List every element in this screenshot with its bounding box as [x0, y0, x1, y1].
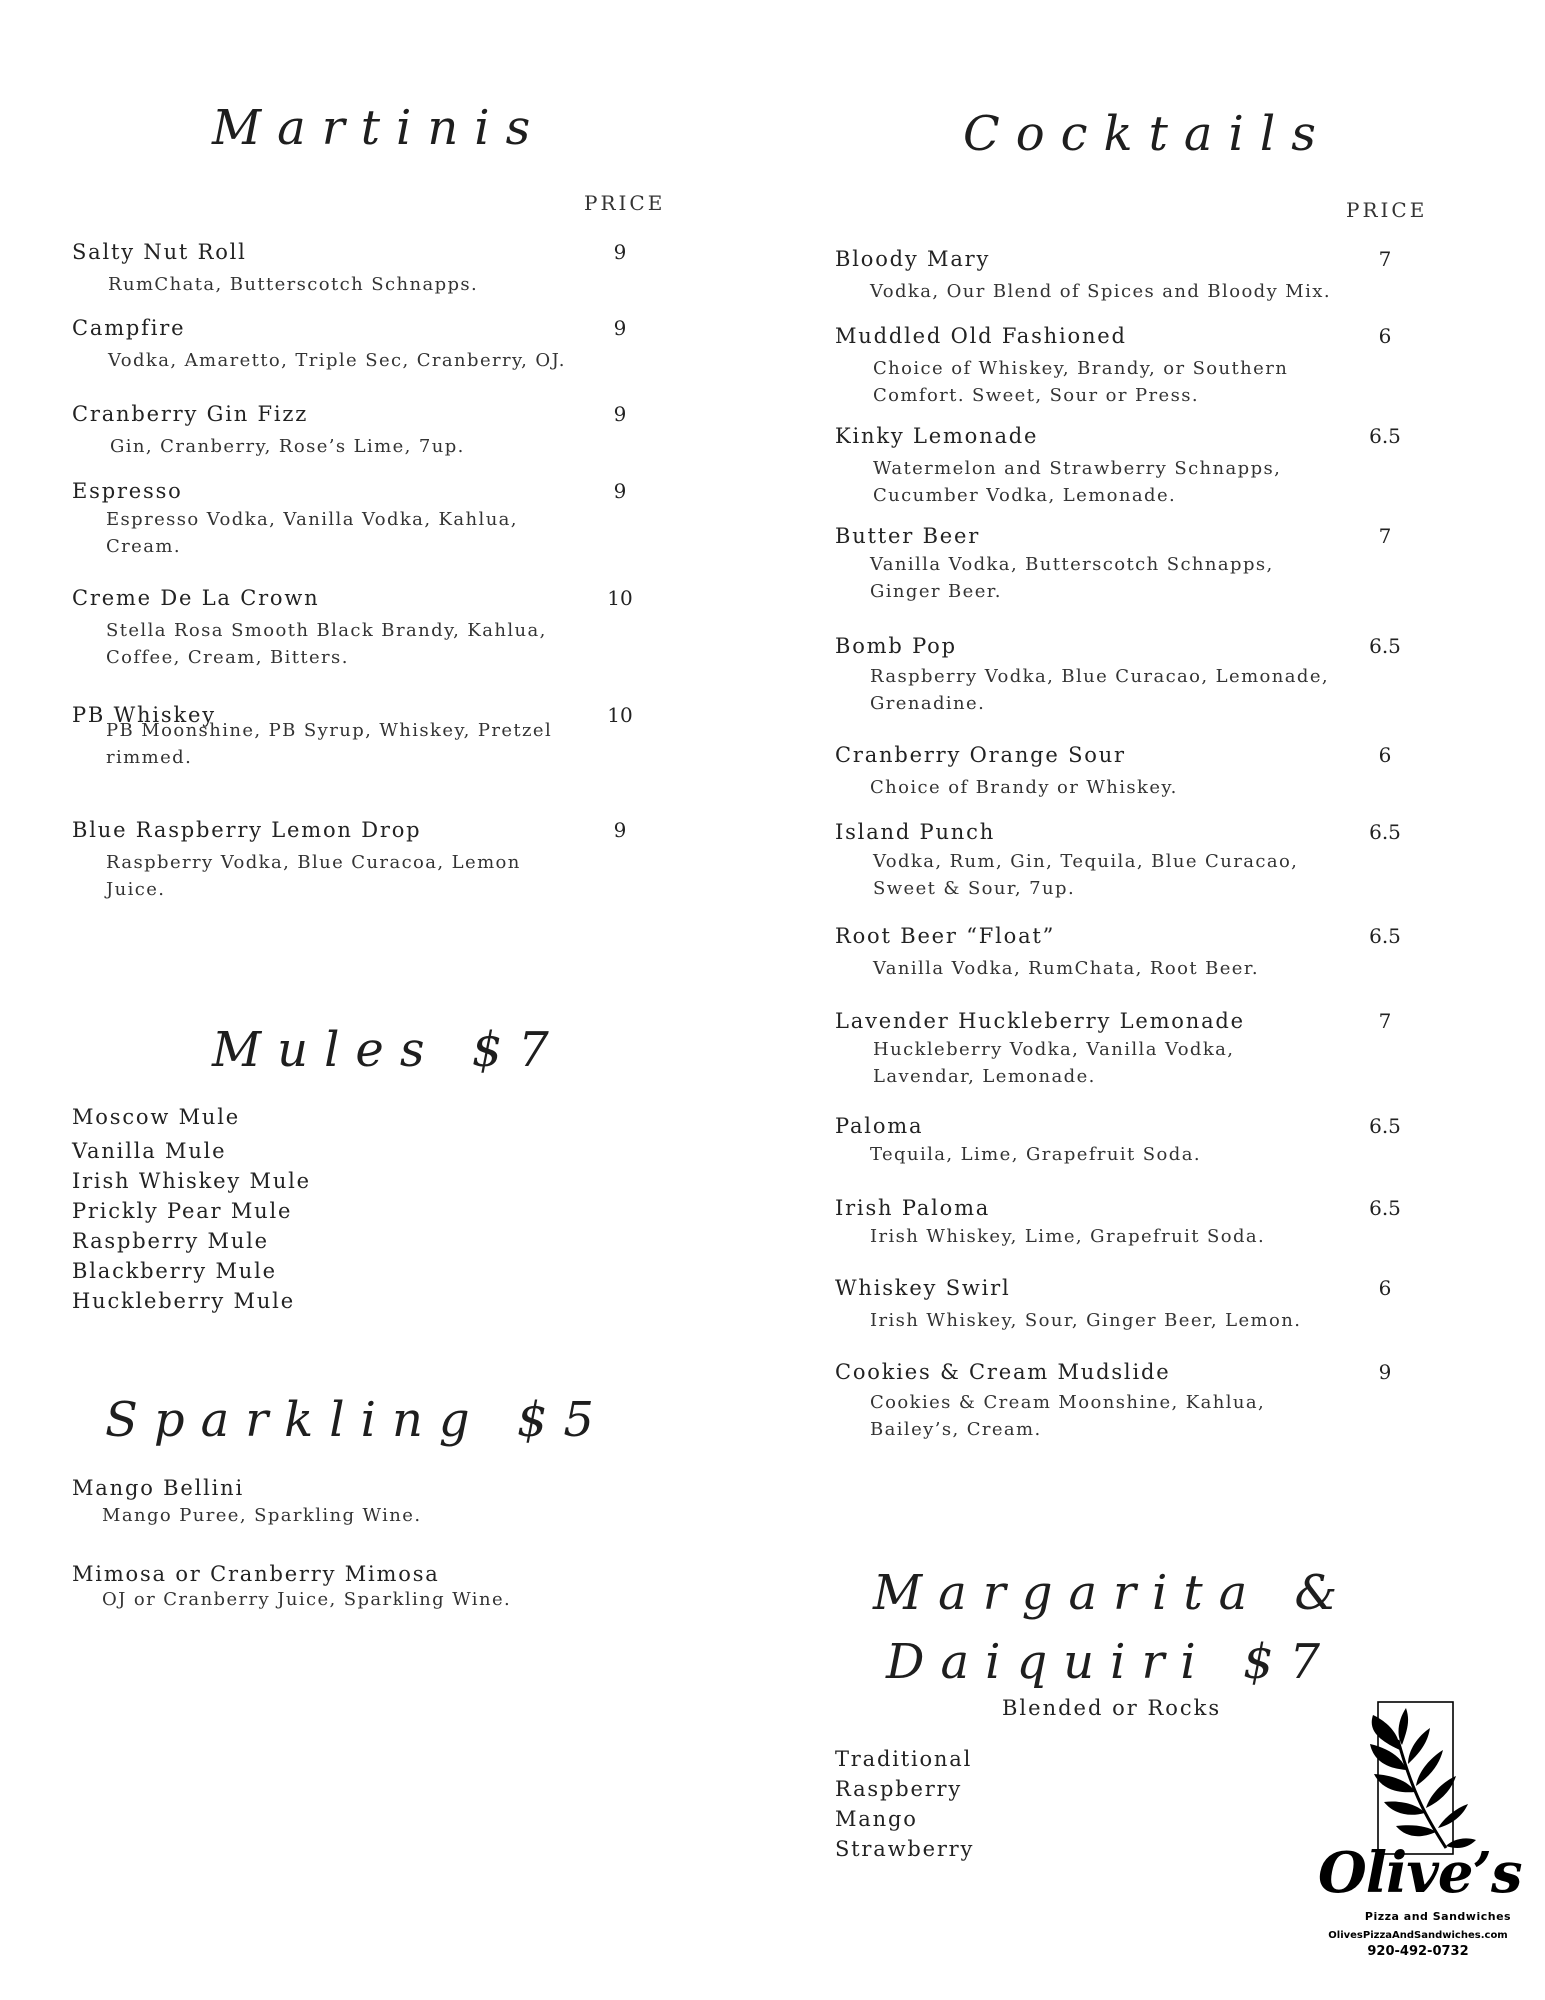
item-name: Irish Paloma [835, 1196, 991, 1220]
olive-branch-icon [1318, 1700, 1518, 1860]
list-item: Traditional [835, 1747, 973, 1771]
item-name: Kinky Lemonade [835, 424, 1039, 448]
item-description: Raspberry Vodka, Blue Curacao, Lemonade, Grenadine. [870, 666, 1329, 714]
item-name: Espresso [72, 479, 183, 503]
item-price: 7 [1378, 247, 1392, 271]
item-name: Salty Nut Roll [72, 240, 247, 264]
item-name: Bloody Mary [835, 247, 991, 271]
item-price: 6 [1378, 743, 1392, 767]
list-item: Moscow Mule [72, 1105, 240, 1129]
item-description: Cookies & Cream Moonshine, Kahlua, Bailey’s, Cream. [870, 1392, 1266, 1440]
list-item: Irish Whiskey Mule [72, 1169, 311, 1193]
item-price: 6.5 [1369, 634, 1401, 658]
logo-website[interactable]: OlivesPizzaAndSandwiches.com [1328, 1930, 1508, 1941]
item-price: 6 [1378, 1276, 1392, 1300]
item-description: OJ or Cranberry Juice, Sparkling Wine. [102, 1589, 512, 1610]
item-price: 7 [1378, 524, 1392, 548]
item-name: Campfire [72, 316, 186, 340]
list-item: Mango [835, 1807, 918, 1831]
logo-phone: 920-492-0732 [1367, 1944, 1469, 1959]
list-item: Huckleberry Mule [72, 1289, 295, 1313]
item-price: 6.5 [1369, 820, 1401, 844]
sparkling-title: Sparkling $5 [105, 1392, 610, 1448]
item-name: Blue Raspberry Lemon Drop [72, 818, 422, 842]
item-name: Creme De La Crown [72, 586, 320, 610]
item-price: 6.5 [1369, 924, 1401, 948]
margarita-title-line1: Margarita & [873, 1565, 1354, 1621]
martinis-price-header: PRICE [584, 191, 666, 215]
mules-list [72, 1102, 311, 1316]
logo-name: Olive’s [1318, 1840, 1522, 1906]
list-item: Vanilla Mule [72, 1139, 227, 1163]
item-name: Cookies & Cream Mudslide [835, 1360, 1171, 1384]
item-price: 10 [607, 586, 633, 610]
item-description: Stella Rosa Smooth Black Brandy, Kahlua, Coffee, Cream, Bitters. [106, 620, 547, 668]
item-name: Root Beer “Float” [835, 924, 1056, 948]
olives-logo [1318, 1700, 1522, 1970]
item-description: Mango Puree, Sparkling Wine. [102, 1505, 422, 1526]
item-description: Tequila, Lime, Grapefruit Soda. [870, 1144, 1201, 1165]
item-description: Vodka, Rum, Gin, Tequila, Blue Curacao, Sweet & Sour, 7up. [873, 851, 1299, 899]
item-price: 7 [1378, 1009, 1392, 1033]
mules-title: Mules $7 [212, 1022, 565, 1078]
list-item: Blackberry Mule [72, 1259, 277, 1283]
item-price: 6.5 [1369, 1196, 1401, 1220]
item-price: 9 [613, 316, 627, 340]
item-name: Whiskey Swirl [835, 1276, 1011, 1300]
item-name: Mimosa or Cranberry Mimosa [72, 1562, 440, 1586]
item-description: Vodka, Amaretto, Triple Sec, Cranberry, OJ. [108, 350, 566, 371]
item-name: PB Whiskey [72, 703, 216, 727]
item-price: 9 [613, 240, 627, 264]
logo-tagline: Pizza and Sandwiches [1364, 1910, 1512, 1923]
margarita-title-line2: Daiquiri $7 [886, 1634, 1337, 1690]
item-price: 9 [613, 479, 627, 503]
item-description: Choice of Whiskey, Brandy, or Southern Comfort. Sweet, Sour or Press. [873, 358, 1289, 406]
item-description: Vanilla Vodka, Butterscotch Schnapps, Ginger Beer. [870, 554, 1274, 602]
item-description: PB Moonshine, PB Syrup, Whiskey, Pretzel rimmed. [106, 720, 553, 768]
item-name: Lavender Huckleberry Lemonade [835, 1009, 1245, 1033]
item-name: Muddled Old Fashioned [835, 324, 1127, 348]
item-description: Huckleberry Vodka, Vanilla Vodka, Lavendar, Lemonade. [873, 1039, 1235, 1087]
list-item: Raspberry [835, 1777, 963, 1801]
item-description: Raspberry Vodka, Blue Curacoa, Lemon Juice. [106, 852, 521, 900]
item-name: Cranberry Gin Fizz [72, 402, 309, 426]
item-price: 10 [607, 703, 633, 727]
item-description: Irish Whiskey, Lime, Grapefruit Soda. [870, 1226, 1266, 1247]
item-description: Espresso Vodka, Vanilla Vodka, Kahlua, Cream. [106, 509, 518, 557]
item-description: Choice of Brandy or Whiskey. [870, 777, 1178, 798]
cocktails-title: Cocktails [963, 106, 1332, 162]
item-price: 9 [613, 818, 627, 842]
cocktails-price-header: PRICE [1346, 198, 1428, 222]
martinis-title: Martinis [212, 100, 547, 156]
item-name: Bomb Pop [835, 634, 957, 658]
margarita-list [835, 1744, 974, 1864]
item-description: Irish Whiskey, Sour, Ginger Beer, Lemon. [870, 1310, 1302, 1331]
item-name: Island Punch [835, 820, 996, 844]
item-price: 9 [1378, 1360, 1392, 1384]
item-description: Watermelon and Strawberry Schnapps, Cucumber Vodka, Lemonade. [873, 458, 1282, 506]
item-description: Gin, Cranberry, Rose’s Lime, 7up. [110, 436, 465, 457]
list-item: Raspberry Mule [72, 1229, 269, 1253]
margarita-subtitle: Blended or Rocks [1002, 1696, 1222, 1720]
list-item: Prickly Pear Mule [72, 1199, 293, 1223]
item-price: 9 [613, 402, 627, 426]
item-price: 6.5 [1369, 1114, 1401, 1138]
item-name: Butter Beer [835, 524, 981, 548]
item-description: Vodka, Our Blend of Spices and Bloody Mix. [870, 281, 1331, 302]
item-name: Cranberry Orange Sour [835, 743, 1126, 767]
item-description: Vanilla Vodka, RumChata, Root Beer. [873, 958, 1259, 979]
item-name: Paloma [835, 1114, 924, 1138]
item-price: 6 [1378, 324, 1392, 348]
item-description: RumChata, Butterscotch Schnapps. [108, 274, 479, 295]
list-item: Strawberry [835, 1837, 975, 1861]
item-price: 6.5 [1369, 424, 1401, 448]
item-name: Mango Bellini [72, 1476, 244, 1500]
